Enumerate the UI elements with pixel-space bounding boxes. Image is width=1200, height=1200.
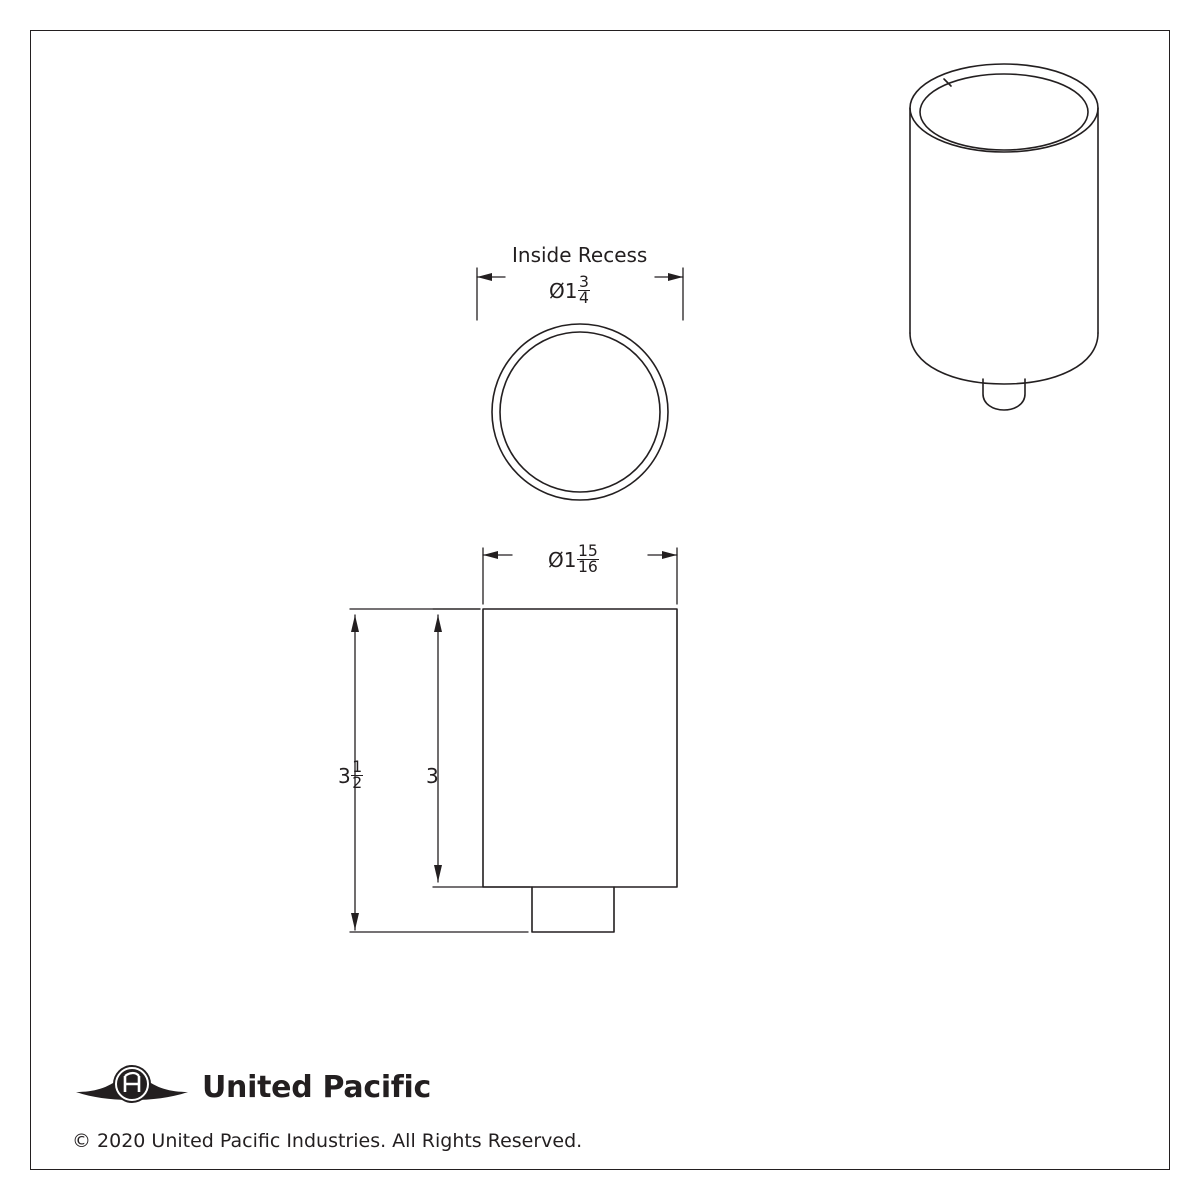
diameter-symbol: Ø — [549, 279, 565, 304]
whole-number: 3 — [426, 764, 439, 788]
dimension-value-outside-diameter — [548, 541, 599, 577]
dimension-overall-height — [350, 609, 528, 932]
whole-number: 1 — [564, 279, 578, 304]
top-view — [492, 324, 668, 500]
brand-name: United Pacific — [202, 1069, 432, 1105]
whole-number: 3 — [338, 764, 351, 789]
whole-number: 1 — [563, 548, 577, 573]
inside-recess-label: Inside Recess — [512, 243, 648, 267]
isometric-view — [910, 64, 1098, 410]
united-pacific-logo-icon — [72, 1058, 192, 1116]
dimension-value-inside-recess — [549, 272, 590, 308]
logo-svg — [72, 1058, 192, 1116]
dimension-value-overall-height — [338, 757, 364, 793]
footer — [72, 1058, 582, 1152]
fraction: $\frac{3}{4}$ — [578, 272, 589, 308]
diameter-symbol: Ø — [548, 548, 564, 573]
front-view — [483, 609, 677, 932]
fraction: $\frac{1}{2}$ — [352, 757, 363, 793]
dimension-body-height — [433, 609, 530, 887]
brand-row — [72, 1058, 582, 1116]
copyright-text: © 2020 United Pacific Industries. All Rights Reserved. — [72, 1130, 583, 1152]
fraction: $\frac{15}{16}$ — [577, 541, 598, 577]
dimension-value-body-height — [426, 764, 439, 788]
